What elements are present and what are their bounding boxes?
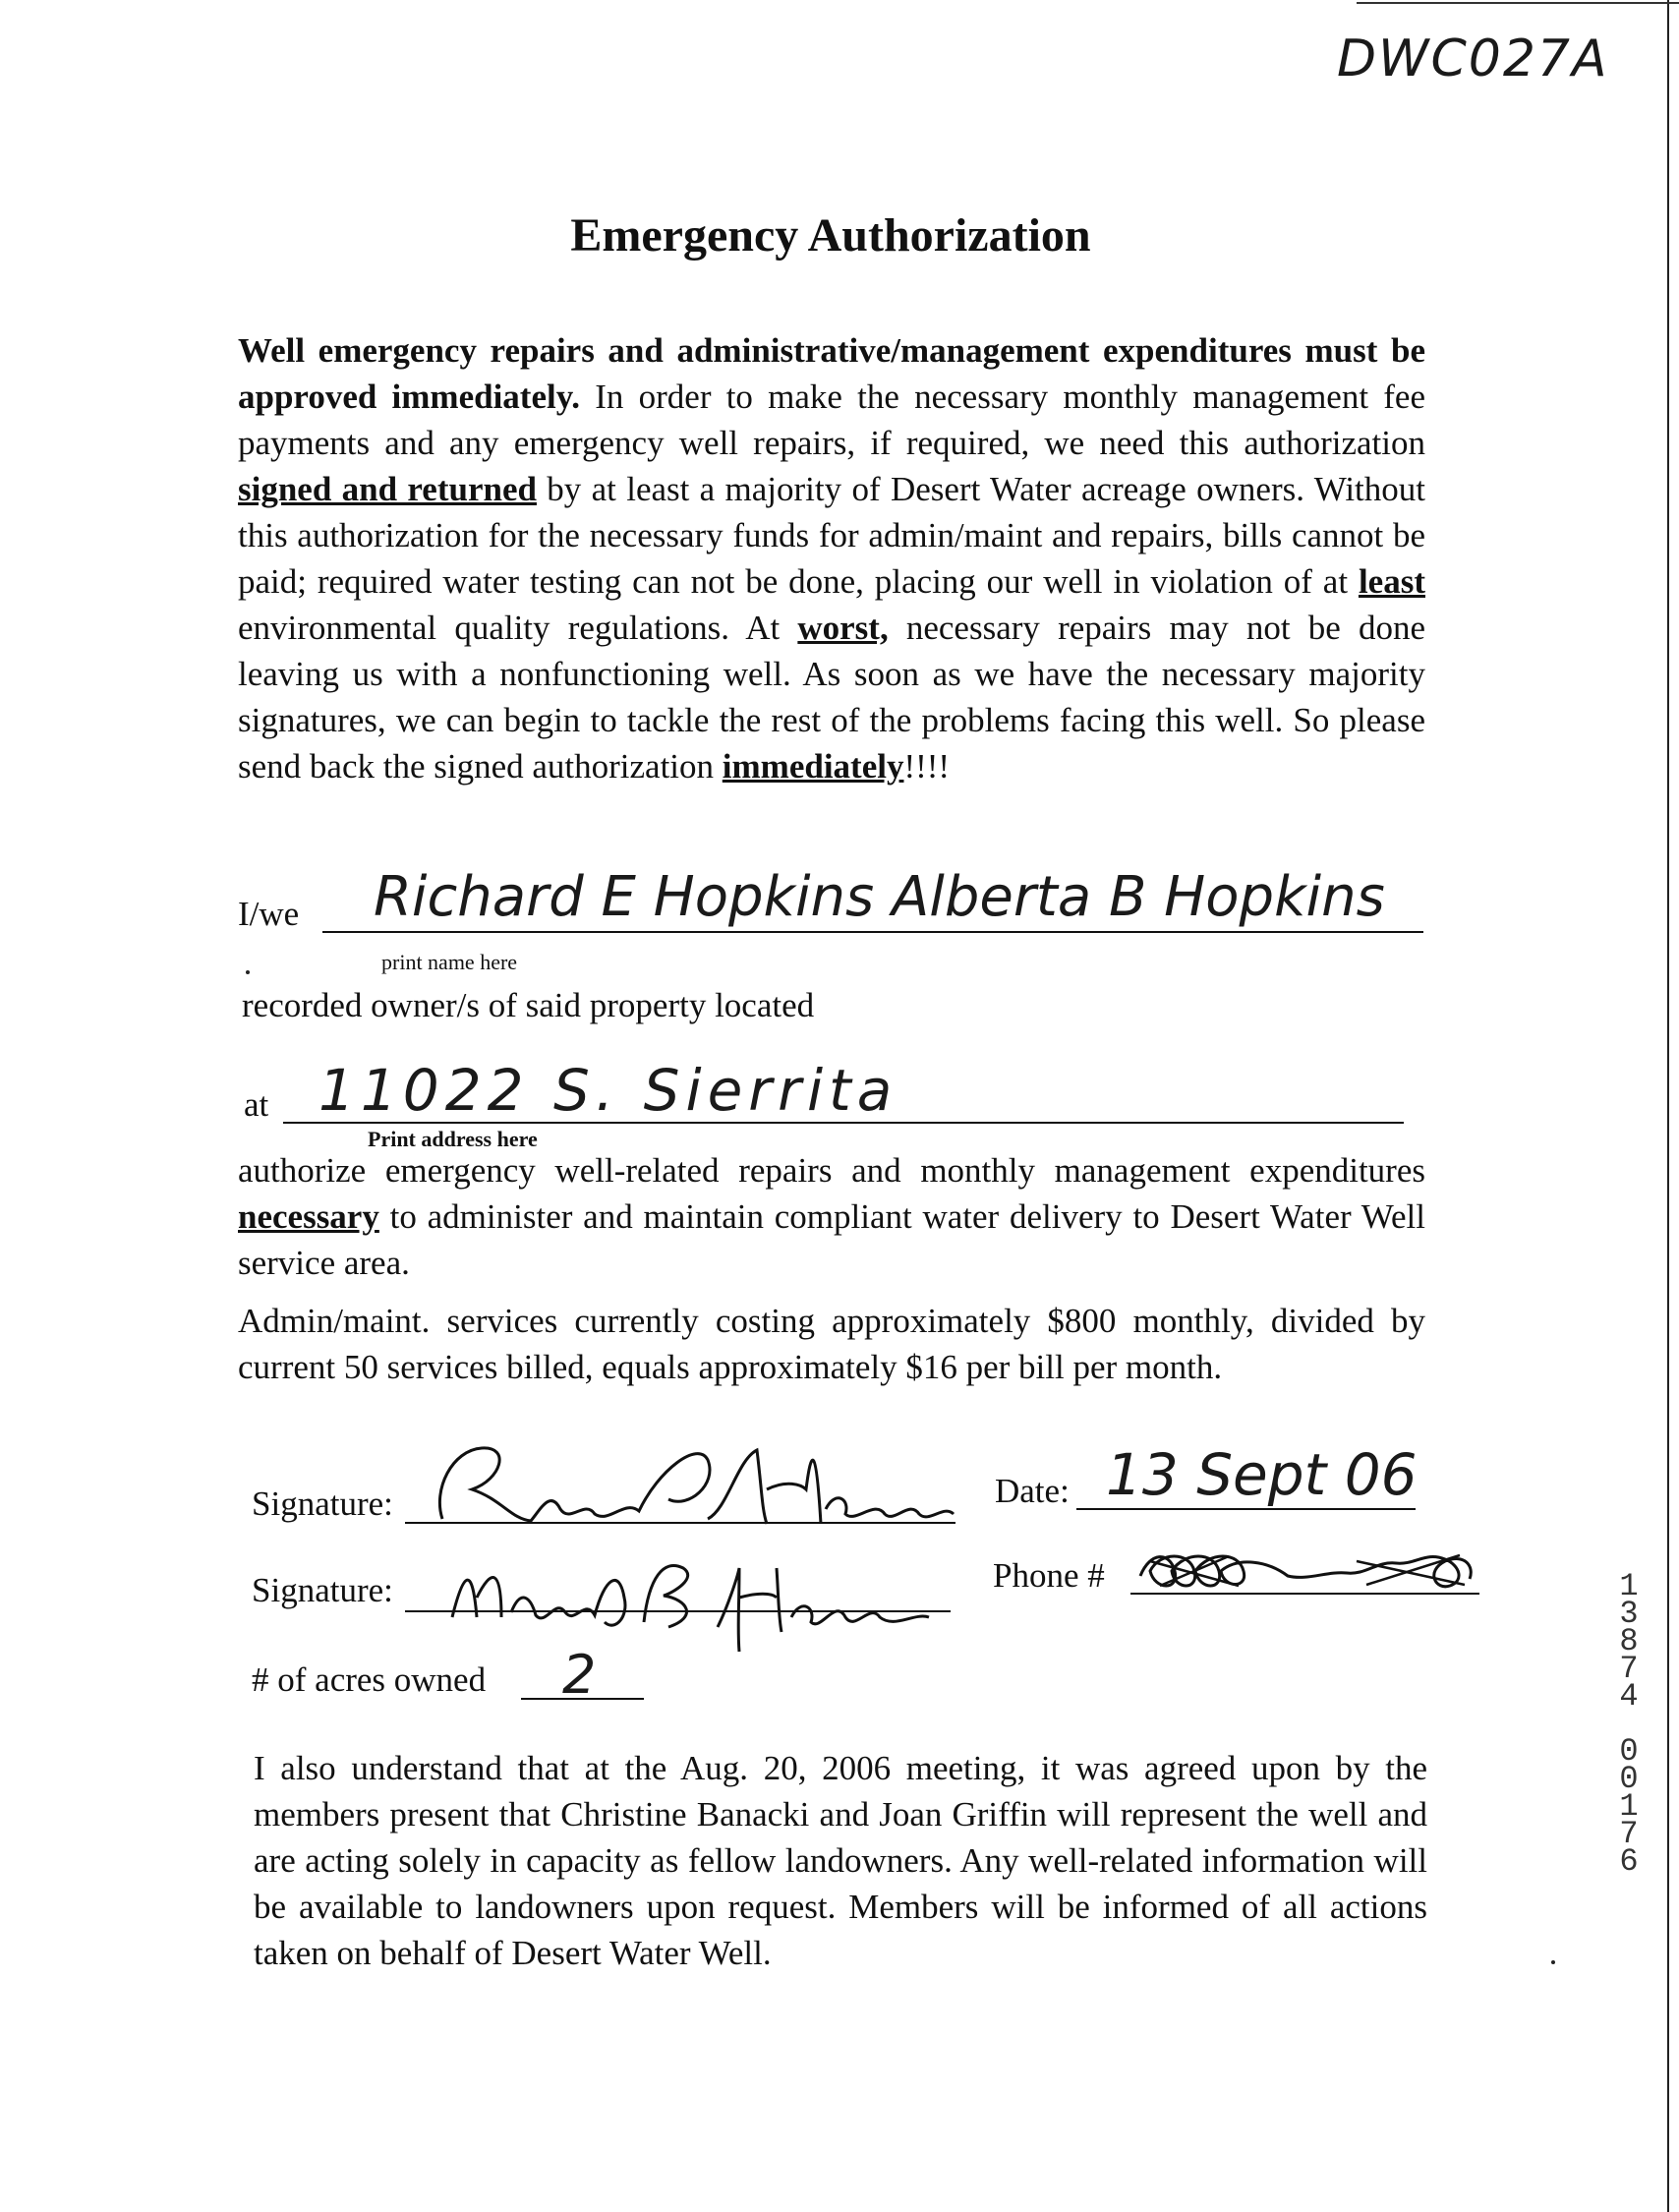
owner-hint: print name here (381, 950, 518, 974)
para-text: authorize emergency well-related repairs and monthly management expenditures (238, 1151, 1425, 1190)
para-text: by at least a majority of Desert Water acreage owners. Without this authorization for the necessary funds for admin/maint and repairs, bills cannot be paid; required water testing can not be done, placing our well in violation of at (238, 470, 1425, 601)
page-edge-top (1357, 2, 1679, 4)
intro-paragraph (238, 327, 1425, 789)
date-label: Date: (995, 1472, 1070, 1510)
page-title: Emergency Authorization (570, 209, 1091, 262)
emphasis-necessary: necessary (238, 1197, 379, 1236)
para-text: necessary repairs may not be done leaving us with a nonfunctioning well. As soon as we have the necessary majority signatures, we can begin to tackle the rest of the problems facing this well. So please send back the signed authorization (238, 609, 1425, 786)
digit: 1 (1619, 1788, 1639, 1825)
digit: 4 (1619, 1678, 1639, 1715)
understanding-paragraph: I also understand that at the Aug. 20, 2006 meeting, it was agreed upon by the members present that Christine Banacki and Joan Griffin will represent the well and are acting solely in capacity as fellow landowners. Any well-related information will be available to landowners upon request. Members will be informed of all actions taken on behalf of Desert Water Well. (254, 1749, 1427, 1972)
date-handwritten: 13 Sept 06 (1106, 1441, 1418, 1508)
cost-paragraph: Admin/maint. services currently costing approximately $800 monthly, divided by current 50 services billed, equals approximately $16 per bill per month. (238, 1302, 1425, 1386)
acres-handwritten: 2 (562, 1644, 597, 1706)
phone-label: Phone # (993, 1556, 1105, 1595)
emphasis-immediately: immediately (722, 747, 904, 786)
page-edge (1667, 0, 1669, 2212)
signature-1-handwritten (413, 1430, 963, 1539)
bold-lead: Well emergency repairs and administrative/management expenditures must be approved immediately. (238, 331, 1425, 416)
signature-2-handwritten (433, 1539, 944, 1657)
owner-underline (322, 931, 1423, 933)
para-text: In order to make the necessary monthly management fee payments and any emergency well repairs, if required, we need this authorization (238, 378, 1425, 462)
signature-2-label: Signature: (252, 1571, 393, 1609)
acres-label: # of acres owned (252, 1660, 487, 1699)
digit: 0 (1619, 1733, 1639, 1770)
phone-redacted-scribble (1130, 1542, 1484, 1601)
emphasis-worst: worst, (797, 609, 889, 647)
emphasis-signed-returned: signed and returned (238, 470, 537, 508)
digit: 1 (1619, 1568, 1639, 1604)
date-underline (1076, 1508, 1416, 1510)
owner-suffix: recorded owner/s of said property located (242, 986, 815, 1024)
owner-label: I/we (238, 895, 300, 933)
digit: 7 (1619, 1651, 1639, 1687)
address-hint: Print address here (368, 1127, 538, 1151)
para-text: to administer and maintain compliant water delivery to Desert Water Well service area. (238, 1197, 1425, 1282)
speck (1551, 1960, 1555, 1964)
digit: 7 (1619, 1816, 1639, 1852)
emphasis-least: least (1358, 562, 1425, 601)
digit: 0 (1619, 1761, 1639, 1797)
digit: 6 (1619, 1843, 1639, 1880)
speck (246, 970, 250, 974)
owner-name-handwritten: Richard E Hopkins Alberta B Hopkins (374, 865, 1385, 929)
address-label: at (244, 1085, 269, 1124)
document-id-handwritten: DWC027A (1337, 29, 1609, 88)
signature-1-label: Signature: (252, 1484, 393, 1523)
address-handwritten: 11022 S. Sierrita (318, 1057, 898, 1124)
digit: 8 (1619, 1623, 1639, 1659)
digit: 3 (1619, 1596, 1639, 1632)
vertical-bates-number (1612, 1568, 1646, 1880)
para-text: !!!! (903, 747, 951, 786)
authorize-paragraph (238, 1147, 1425, 1286)
para-text: environmental quality regulations. At (238, 609, 798, 647)
